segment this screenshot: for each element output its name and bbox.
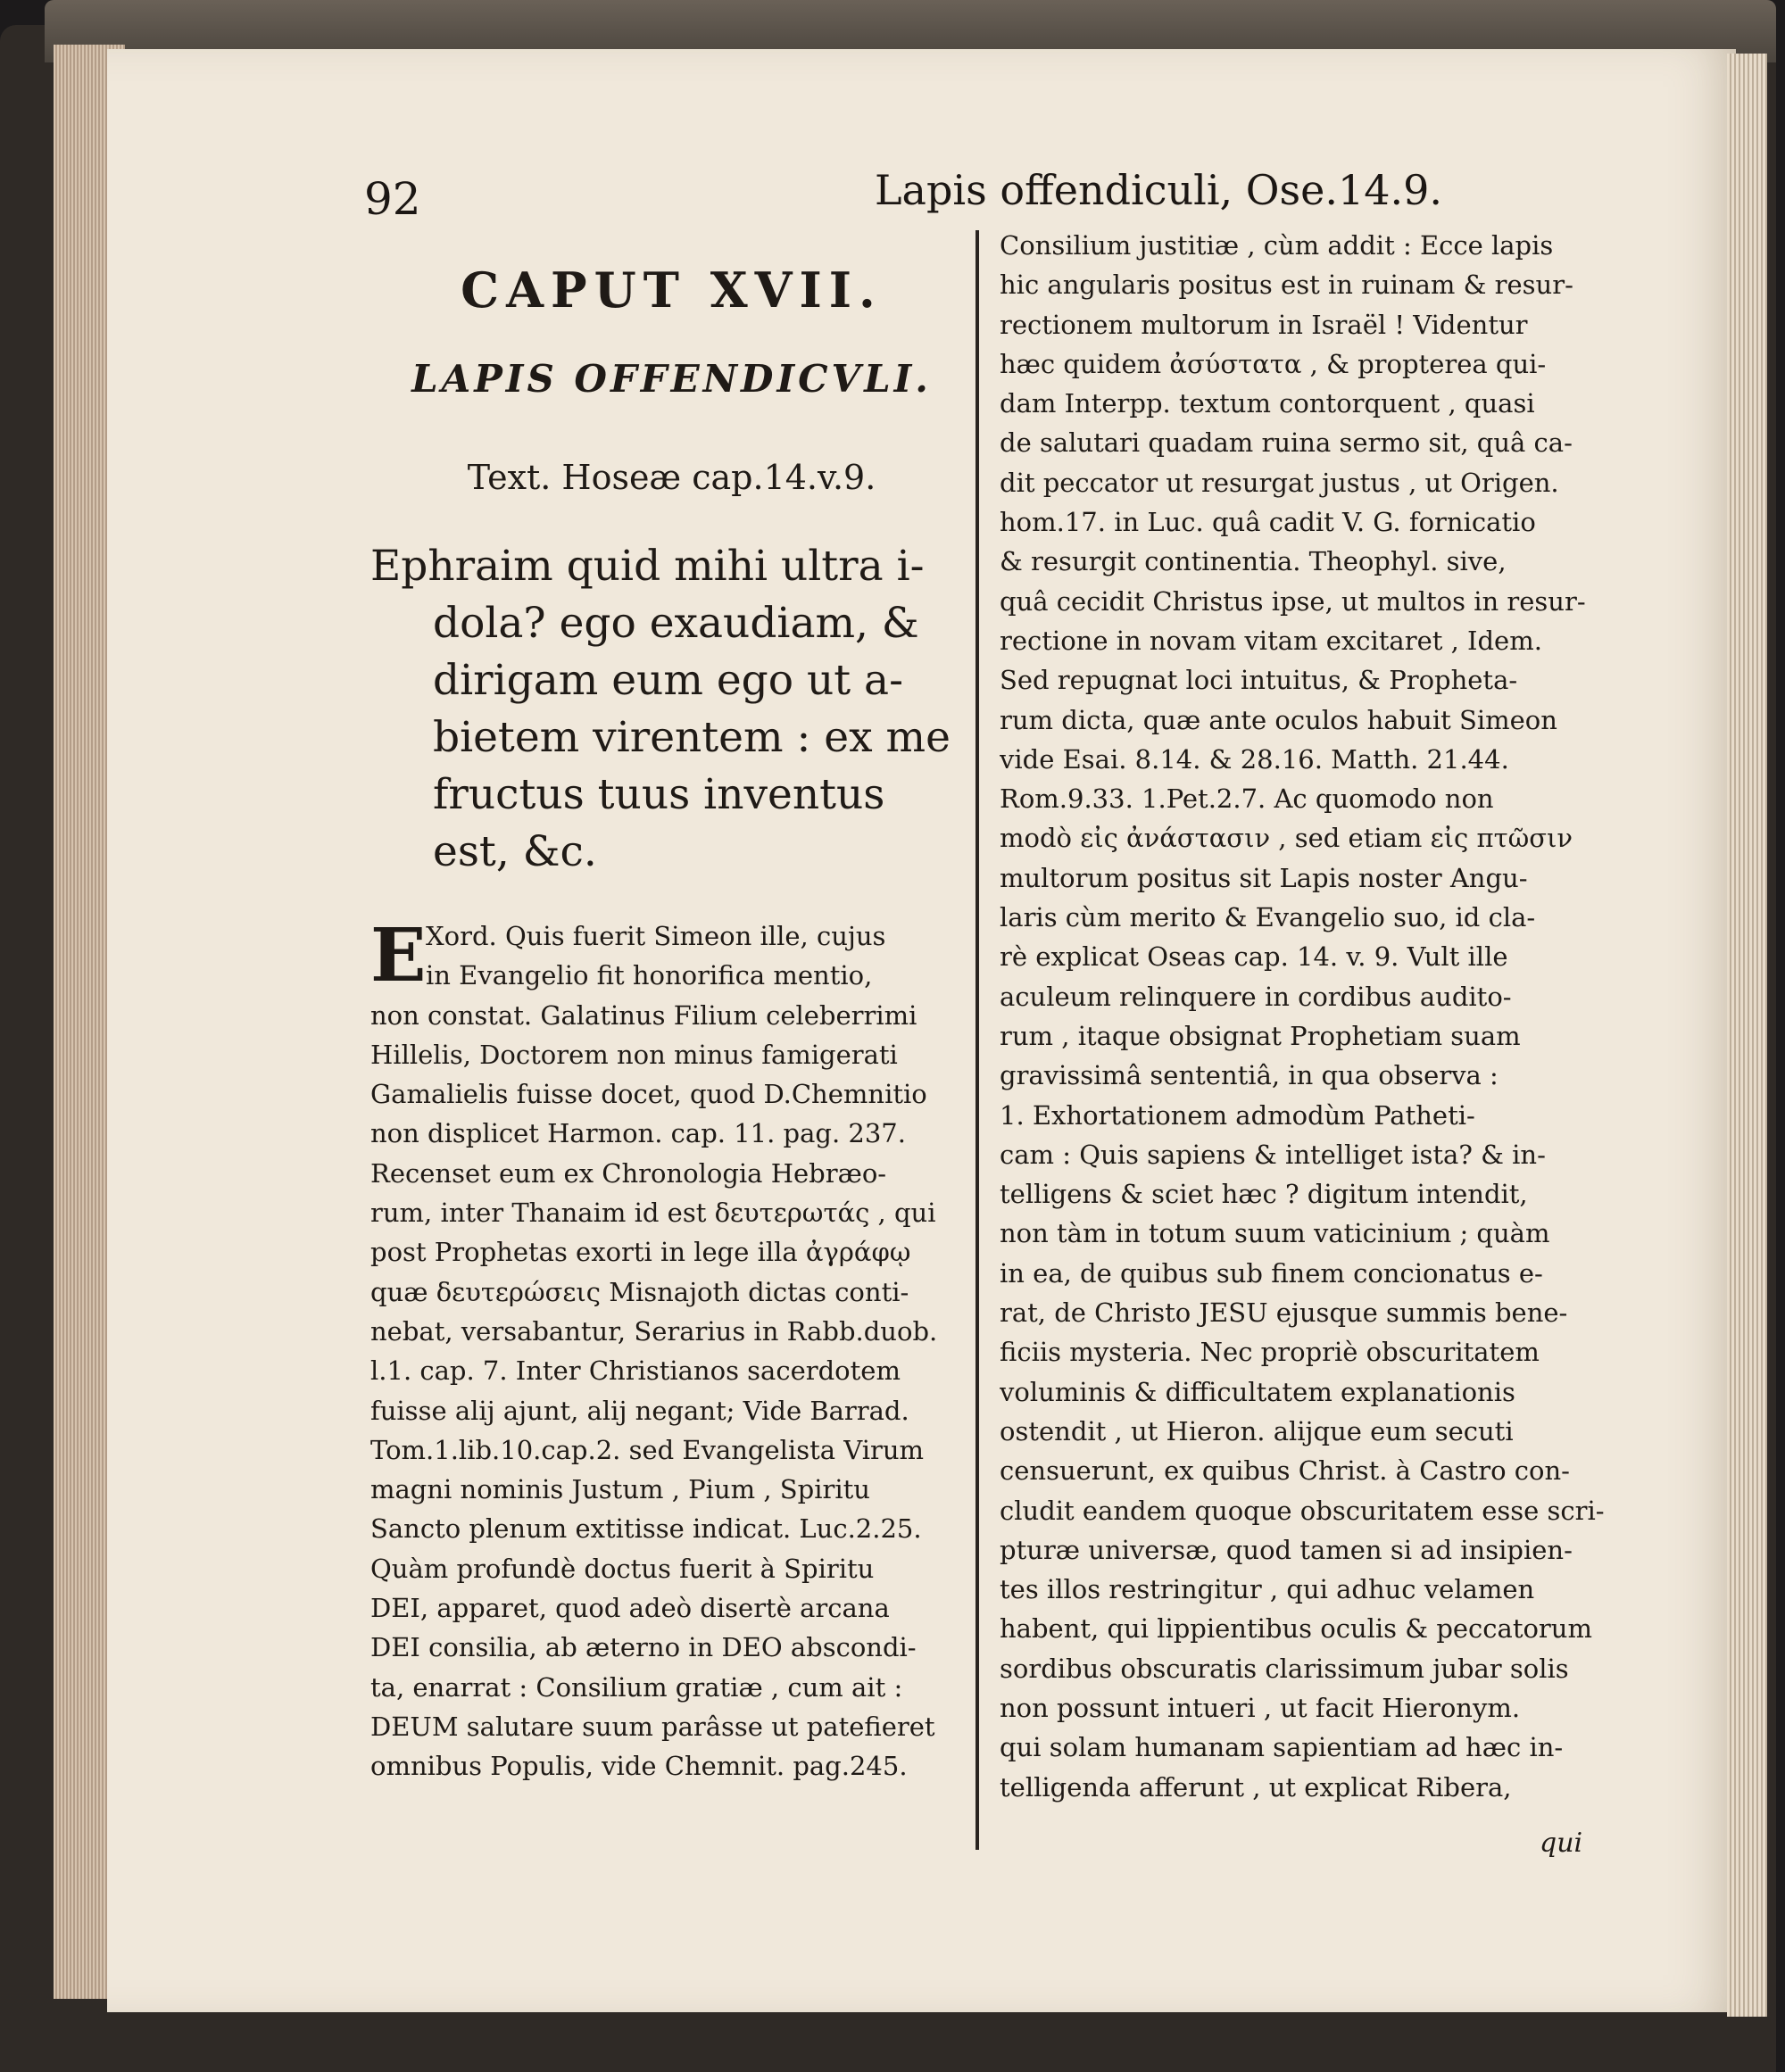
scripture-quote (370, 538, 973, 881)
body-line: rectione in novam vitam excitaret , Idem. (1000, 625, 1542, 656)
body-line: voluminis & difficultatem explanationis (1000, 1376, 1515, 1407)
body-line: in ea, de quibus sub finem concionatus e- (1000, 1257, 1543, 1289)
body-line: in Evangelio fit honorifica mentio, (426, 960, 873, 991)
running-head (259, 161, 1598, 223)
scripture-line: Ephraim quid mihi ultra i- (370, 542, 925, 591)
scripture-line: bietem virentem : ex me (433, 713, 951, 762)
body-line: post Prophetas exorti in lege illa ἀγράφῳ (370, 1237, 911, 1268)
drop-capital: E (370, 913, 427, 999)
left-column (370, 254, 973, 1786)
chapter-heading: CAPUT XVII. (461, 261, 883, 319)
body-line: dit peccator ut resurgat justus , ut Origen. (1000, 467, 1559, 498)
right-column (1000, 226, 1606, 1807)
scripture-line: fructus tuus inventus (433, 770, 885, 819)
body-line: omnibus Populis, vide Chemnit. pag.245. (370, 1751, 908, 1782)
body-line: qui solam humanam sapientiam ad hæc in- (1000, 1732, 1564, 1763)
text-reference: Text. Hoseæ cap.14.v.9. (467, 458, 876, 497)
body-line: sordibus obscuratis clarissimum jubar solis (1000, 1653, 1569, 1684)
body-line: fuisse alij ajunt, alij negant; Vide Barrad. (370, 1395, 909, 1426)
body-line: tes illos restringitur , qui adhuc velamen (1000, 1574, 1535, 1605)
body-line: non possunt intueri , ut facit Hieronym. (1000, 1692, 1521, 1723)
body-line: DEUM salutare suum parâsse ut patefieret (370, 1711, 935, 1742)
body-line: Hillelis, Doctorem non minus famigerati (370, 1039, 898, 1070)
body-line: DEI, apparet, quod adeò disertè arcana (370, 1593, 890, 1624)
body-line: ficiis mysteria. Nec propriè obscuritatem (1000, 1337, 1540, 1368)
body-line: & resurgit continentia. Theophyl. sive, (1000, 546, 1507, 577)
scripture-line: dola? ego exaudiam, & (433, 599, 919, 648)
body-line: de salutari quadam ruina sermo sit, quâ ca- (1000, 427, 1573, 459)
body-line: habent, qui lippientibus oculis & peccatorum (1000, 1613, 1592, 1645)
body-line: cam : Quis sapiens & intelliget ista? & in- (1000, 1139, 1546, 1170)
chapter-subtitle: LAPIS OFFENDICVLI. (411, 357, 932, 401)
page-edges-right (1727, 54, 1767, 2017)
body-line: aculeum relinquere in cordibus audito- (1000, 981, 1512, 1012)
body-line: Rom.9.33. 1.Pet.2.7. Ac quomodo non (1000, 783, 1494, 815)
catchword: qui (1540, 1828, 1583, 1859)
body-line: telligens & sciet hæc ? digitum intendit, (1000, 1179, 1528, 1210)
body-line: Consilium justitiæ , cùm addit : Ecce lapis (1000, 230, 1554, 261)
body-line: rè explicat Oseas cap. 14. v. 9. Vult ille (1000, 941, 1508, 973)
body-line: Tom.1.lib.10.cap.2. sed Evangelista Virum (370, 1434, 925, 1465)
body-line: Quàm profundè doctus fuerit à Spiritu (370, 1553, 875, 1584)
body-line: hic angularis positus est in ruinam & resur- (1000, 269, 1573, 301)
body-line: magni nominis Justum , Pium , Spiritu (370, 1474, 870, 1505)
body-line: gravissimâ sententiâ, in qua observa : (1000, 1060, 1499, 1091)
body-line: vide Esai. 8.14. & 28.16. Matth. 21.44. (1000, 743, 1509, 775)
body-line: quâ cecidit Christus ipse, ut multos in resur- (1000, 585, 1586, 617)
body-line: rum , itaque obsignat Prophetiam suam (1000, 1020, 1521, 1051)
page-number: 92 (364, 173, 421, 225)
body-line: multorum positus sit Lapis noster Angu- (1000, 862, 1528, 893)
body-line: non displicet Harmon. cap. 11. pag. 237. (370, 1118, 906, 1149)
body-line: Xord. Quis fuerit Simeon ille, cujus (426, 921, 886, 951)
body-line: Sancto plenum extitisse indicat. Luc.2.25. (370, 1513, 922, 1545)
body-line: Sed repugnat loci intuitus, & Propheta- (1000, 665, 1518, 696)
body-line: quæ δευτερώσεις Misnajoth dictas conti- (370, 1276, 909, 1307)
body-line: rat, de Christo JESU ejusque summis bene- (1000, 1297, 1568, 1329)
body-line: DEI consilia, ab æterno in DEO abscondi- (370, 1632, 917, 1663)
body-line: laris cùm merito & Evangelio suo, id cla- (1000, 902, 1536, 933)
body-line: pturæ universæ, quod tamen si ad insipien- (1000, 1534, 1573, 1565)
body-line: rum dicta, quæ ante oculos habuit Simeon (1000, 704, 1557, 735)
body-line: Recenset eum ex Chronologia Hebræo- (370, 1157, 887, 1189)
column-divider (976, 230, 979, 1850)
scripture-line: dirigam eum ego ut a- (433, 656, 903, 705)
body-line: censuerunt, ex quibus Christ. à Castro con- (1000, 1455, 1570, 1487)
body-line: nebat, versabantur, Serarius in Rabb.duob. (370, 1315, 938, 1347)
body-line: hæc quidem ἀσύστατα , & propterea qui- (1000, 348, 1547, 379)
body-line: non tàm in totum suum vaticinium ; quàm (1000, 1218, 1550, 1249)
left-body-text (370, 913, 973, 1786)
body-line: 1. Exhortationem admodùm Patheti- (1000, 1099, 1475, 1131)
running-title: Lapis offendiculi, Ose.14.9. (875, 166, 1443, 214)
body-line: rectionem multorum in Israël ! Videntur (1000, 309, 1528, 340)
body-line: telligenda afferunt , ut explicat Ribera, (1000, 1771, 1512, 1803)
body-line: hom.17. in Luc. quâ cadit V. G. fornicatio (1000, 507, 1536, 538)
body-line: ta, enarrat : Consilium gratiæ , cum ait : (370, 1671, 903, 1703)
body-line: cludit eandem quoque obscuritatem esse scri- (1000, 1495, 1605, 1526)
body-line: ostendit , ut Hieron. alijque eum secuti (1000, 1415, 1514, 1446)
body-line: Gamalielis fuisse docet, quod D.Chemnitio (370, 1079, 927, 1110)
scripture-line: est, &c. (433, 827, 597, 876)
body-line: dam Interpp. textum contorquent , quasi (1000, 388, 1535, 419)
body-line: rum, inter Thanaim id est δευτερωτάς , qui (370, 1198, 936, 1229)
body-line: modò εἰς ἀνάστασιν , sed etiam εἰς πτῶσιν (1000, 823, 1573, 854)
body-line: non constat. Galatinus Filium celeberrimi (370, 999, 917, 1031)
body-line: l.1. cap. 7. Inter Christianos sacerdotem (370, 1355, 901, 1387)
